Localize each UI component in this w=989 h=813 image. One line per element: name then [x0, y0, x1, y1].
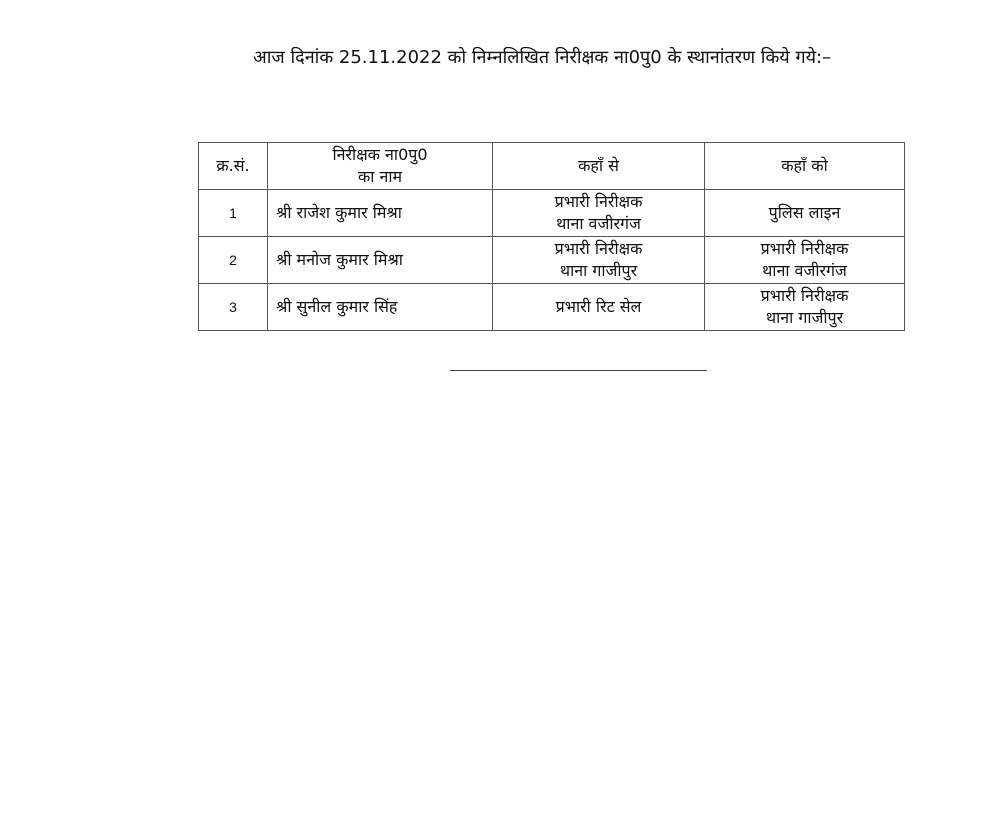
header-from: कहाँ से	[493, 143, 705, 190]
row-from-line1: प्रभारी रिट सेल	[555, 297, 642, 316]
row-from	[493, 190, 705, 237]
row-serial: 1	[199, 190, 268, 237]
row-to-line2: थाना वजीरगंज	[762, 261, 847, 280]
end-divider-line	[450, 370, 707, 371]
row-from-line2: थाना गाजीपुर	[559, 261, 638, 280]
row-from-line2: थाना वजीरगंज	[556, 214, 641, 233]
row-from	[493, 237, 705, 284]
header-serial: क्र.सं.	[199, 143, 268, 190]
header-to: कहाँ को	[705, 143, 905, 190]
table-row	[199, 284, 905, 331]
row-name: श्री राजेश कुमार मिश्रा	[268, 190, 493, 237]
intro-paragraph: आज दिनांक 25.11.2022 को निम्नलिखित निरीक्षक ना0पु0 के स्थानांतरण किये गये:–	[253, 47, 832, 68]
row-to-line2: थाना गाजीपुर	[765, 308, 844, 327]
row-to	[705, 237, 905, 284]
row-name: श्री मनोज कुमार मिश्रा	[268, 237, 493, 284]
row-to	[705, 190, 905, 237]
row-serial: 3	[199, 284, 268, 331]
row-to	[705, 284, 905, 331]
row-from	[493, 284, 705, 331]
table-row	[199, 237, 905, 284]
table-header-row	[199, 143, 905, 190]
row-serial: 2	[199, 237, 268, 284]
row-from-line1: प्रभारी निरीक्षक	[554, 192, 643, 211]
header-name-line2: का नाम	[357, 167, 403, 186]
row-name: श्री सुनील कुमार सिंह	[268, 284, 493, 331]
row-to-line1: प्रभारी निरीक्षक	[760, 286, 849, 305]
row-to-line1: प्रभारी निरीक्षक	[760, 239, 849, 258]
transfer-table	[198, 142, 905, 331]
row-to-line1: पुलिस लाइन	[768, 203, 841, 222]
header-name	[268, 143, 493, 190]
row-from-line1: प्रभारी निरीक्षक	[554, 239, 643, 258]
table-row	[199, 190, 905, 237]
header-name-line1: निरीक्षक ना0पु0	[332, 145, 428, 164]
